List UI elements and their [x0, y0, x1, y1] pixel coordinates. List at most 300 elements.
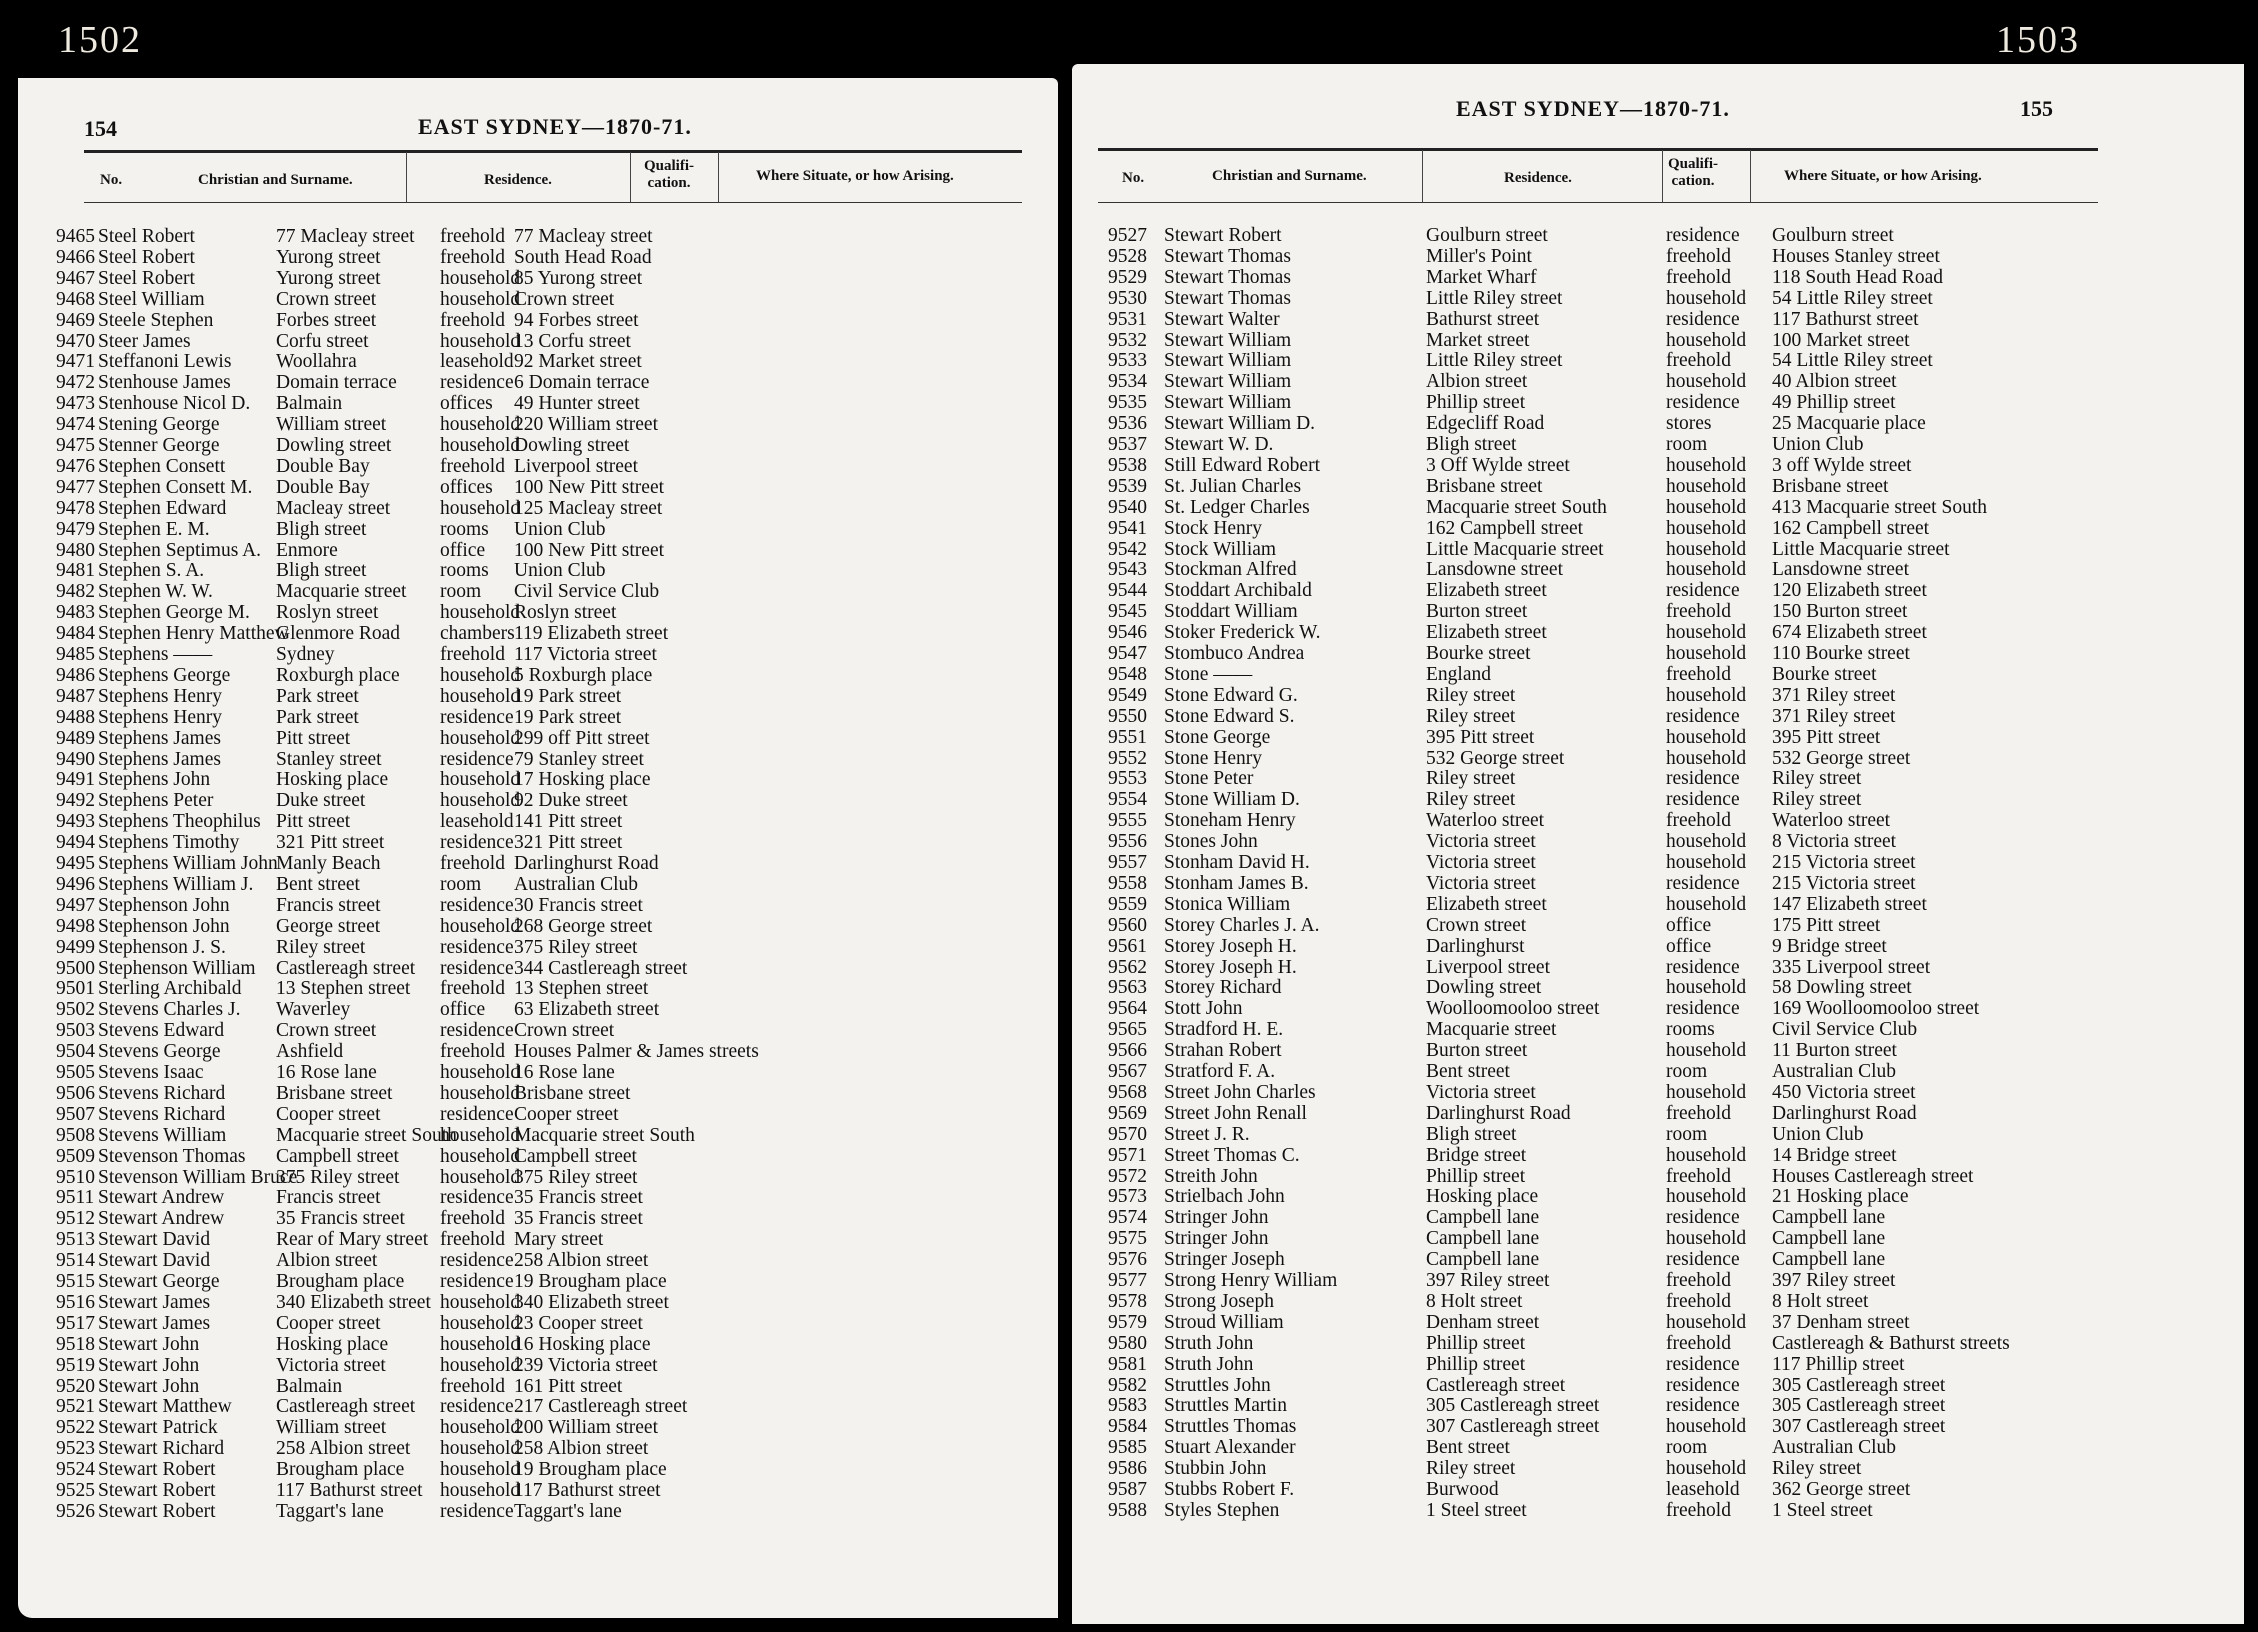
where-situate: 16 Rose lane	[514, 1062, 615, 1083]
qualification: residence	[440, 957, 514, 979]
residence: Taggart's lane	[276, 1500, 384, 1522]
qualification: freehold	[440, 644, 505, 665]
where-situate: 92 Market street	[514, 351, 642, 373]
header-residence: Residence.	[1504, 170, 1572, 186]
qualification: freehold	[1666, 266, 1731, 288]
entry-number: 9579	[1108, 1311, 1147, 1333]
column-divider	[1422, 150, 1423, 202]
residence: Park street	[276, 706, 359, 728]
qualification: residence	[1666, 789, 1740, 811]
qualification: residence	[1666, 705, 1740, 727]
residence: Macquarie street South	[276, 1124, 457, 1146]
qualification: freehold	[1666, 1290, 1731, 1312]
residence: Riley street	[1426, 684, 1516, 706]
where-situate: 94 Forbes street	[514, 309, 639, 331]
qualification: room	[1666, 434, 1708, 455]
where-situate: Cooper street	[514, 1103, 619, 1125]
where-situate: 8 Holt street	[1772, 1290, 1869, 1312]
entry-number: 9557	[1108, 852, 1147, 873]
column-divider	[406, 152, 407, 202]
where-situate: 11 Burton street	[1772, 1040, 1897, 1062]
qualification: household	[1666, 852, 1747, 873]
entry-number: 9475	[56, 435, 95, 456]
voter-name: Strahan Robert	[1164, 1040, 1282, 1062]
voter-name: Stewart W. D.	[1164, 434, 1274, 455]
voter-name: Stuart Alexander	[1164, 1437, 1296, 1459]
entry-number: 9555	[1108, 810, 1147, 832]
entry-number: 9485	[56, 644, 95, 665]
voter-name: Stevenson Thomas	[98, 1145, 246, 1167]
voter-name: Steel Robert	[98, 267, 195, 289]
residence: 340 Elizabeth street	[276, 1291, 431, 1313]
voter-name: Stephens ——	[98, 644, 213, 665]
voter-name: Stoddart William	[1164, 601, 1298, 623]
residence: Dowling street	[276, 435, 392, 456]
where-situate: 23 Cooper street	[514, 1312, 643, 1334]
where-situate: Campbell lane	[1772, 1249, 1886, 1271]
entry-number: 9472	[56, 372, 95, 394]
entry-number: 9529	[1108, 266, 1147, 288]
voter-name: Stott John	[1164, 998, 1243, 1020]
qualification: freehold	[440, 1375, 505, 1397]
residence: Corfu street	[276, 330, 369, 352]
entry-number: 9521	[56, 1396, 95, 1418]
residence: Castlereagh street	[1426, 1374, 1566, 1396]
where-situate: 147 Elizabeth street	[1772, 893, 1927, 915]
voter-name: Street John Charles	[1164, 1081, 1316, 1103]
residence: Bligh street	[276, 518, 367, 540]
where-situate: Union Club	[1772, 1123, 1864, 1145]
where-situate: 100 New Pitt street	[514, 539, 665, 561]
residence: Campbell street	[276, 1145, 399, 1167]
qualification: household	[440, 330, 521, 352]
running-head: EAST SYDNEY—1870-71.	[418, 114, 692, 139]
entry-number: 9544	[1108, 580, 1147, 602]
qualification: household	[440, 435, 521, 456]
residence: Castlereagh street	[276, 1396, 416, 1418]
where-situate: Waterloo street	[1772, 810, 1891, 832]
qualification: freehold	[1666, 601, 1731, 623]
voter-name: Stone Henry	[1164, 747, 1263, 769]
where-situate: Darlinghurst Road	[1772, 1102, 1917, 1124]
where-situate: Dowling street	[514, 435, 630, 456]
entry-number: 9553	[1108, 768, 1147, 790]
entry-number: 9540	[1108, 496, 1147, 518]
qualification: household	[1666, 622, 1747, 644]
where-situate: 25 Macquarie place	[1772, 413, 1926, 435]
entry-number: 9491	[56, 769, 95, 791]
where-situate: 450 Victoria street	[1772, 1081, 1916, 1103]
where-situate: 40 Albion street	[1772, 371, 1897, 393]
residence: Riley street	[1426, 768, 1516, 790]
voter-name: Stephenson William	[98, 957, 256, 979]
voter-name: Stening George	[98, 414, 220, 436]
voter-name: Stewart James	[98, 1291, 211, 1313]
qualification: household	[440, 267, 521, 289]
qualification: household	[440, 497, 521, 519]
qualification: residence	[1666, 1249, 1740, 1271]
qualification: household	[1666, 1311, 1747, 1333]
residence: Victoria street	[1426, 852, 1536, 873]
qualification: household	[440, 915, 521, 937]
residence: Castlereagh street	[276, 957, 416, 979]
residence: Cooper street	[276, 1103, 381, 1125]
voter-name: Strong Joseph	[1164, 1290, 1274, 1312]
voter-name: Stephen Consett	[98, 455, 226, 477]
voter-name: Stockman Alfred	[1164, 559, 1297, 581]
where-situate: Civil Service Club	[1772, 1019, 1918, 1041]
voter-name: Steer James	[98, 330, 191, 352]
voter-name: Stewart Robert	[98, 1500, 216, 1522]
voter-name: Stewart Patrick	[98, 1417, 218, 1439]
entry-number: 9548	[1108, 663, 1147, 685]
voter-name: Stone Edward S.	[1164, 705, 1295, 727]
voter-name: Stock Henry	[1164, 517, 1263, 539]
where-situate: 150 Burton street	[1772, 601, 1908, 623]
voter-name: Stevens William	[98, 1124, 227, 1146]
edge-page-number-right: 1503	[1996, 19, 2080, 61]
qualification: residence	[440, 936, 514, 958]
qualification: household	[440, 1438, 521, 1460]
voter-name: Street John Renall	[1164, 1102, 1307, 1124]
qualification: household	[440, 1291, 521, 1313]
voter-name: Stewart John	[98, 1354, 200, 1376]
entry-number: 9476	[56, 455, 95, 477]
header-no: No.	[100, 172, 123, 188]
residence: Phillip street	[1426, 1165, 1526, 1187]
entry-number: 9571	[1108, 1144, 1147, 1166]
residence: Burwood	[1426, 1479, 1499, 1500]
voter-name: Stevens Isaac	[98, 1062, 204, 1083]
residence: Burton street	[1426, 1040, 1528, 1062]
where-situate: 54 Little Riley street	[1772, 287, 1933, 309]
qualification: freehold	[1666, 350, 1731, 372]
where-situate: 19 Brougham place	[514, 1271, 667, 1292]
where-situate: 674 Elizabeth street	[1772, 622, 1927, 644]
residence: Yurong street	[276, 267, 381, 289]
qualification: residence	[1666, 872, 1740, 894]
header-residence: Residence.	[484, 172, 552, 188]
voter-name: Stenner George	[98, 435, 220, 456]
voter-name: Stewart Robert	[98, 1459, 216, 1481]
residence: Hosking place	[1426, 1186, 1539, 1208]
residence: Victoria street	[1426, 831, 1536, 853]
qualification: room	[1666, 1437, 1708, 1459]
voter-name: Stephens Henry	[98, 685, 223, 707]
entry-number: 9515	[56, 1271, 95, 1292]
qualification: household	[1666, 1040, 1747, 1062]
qualification: residence	[440, 1250, 514, 1272]
where-situate: 371 Riley street	[1772, 684, 1896, 706]
qualification: leasehold	[440, 811, 514, 833]
entry-number: 9547	[1108, 643, 1147, 664]
residence: Domain terrace	[276, 372, 397, 394]
residence: 3 Off Wylde street	[1426, 454, 1570, 476]
voter-name: Stephens Peter	[98, 790, 214, 812]
where-situate: 63 Elizabeth street	[514, 999, 660, 1021]
voter-name: Stephen Consett M.	[98, 476, 253, 498]
voter-name: Stephen Henry Matthew	[98, 623, 289, 645]
where-situate: South Head Road	[514, 246, 652, 268]
qualification: freehold	[1666, 1499, 1731, 1521]
residence: Park street	[276, 685, 359, 707]
entry-number: 9542	[1108, 538, 1147, 560]
residence: Elizabeth street	[1426, 622, 1547, 644]
entry-number: 9499	[56, 936, 95, 958]
where-situate: 14 Bridge street	[1772, 1144, 1897, 1166]
qualification: household	[1666, 726, 1747, 748]
qualification: residence	[1666, 225, 1740, 246]
where-situate: 362 George street	[1772, 1479, 1911, 1500]
residence: Goulburn street	[1426, 225, 1548, 246]
residence: Campbell lane	[1426, 1249, 1540, 1271]
residence: Bent street	[1426, 1061, 1510, 1082]
qualification: residence	[1666, 956, 1740, 978]
entry-number: 9477	[56, 476, 95, 498]
entry-number: 9563	[1108, 977, 1147, 999]
qualification: freehold	[440, 309, 505, 331]
voter-name: Stonham James B.	[1164, 872, 1309, 894]
residence: George street	[276, 915, 381, 937]
entry-number: 9473	[56, 393, 95, 415]
qualification: room	[440, 581, 482, 603]
qualification: household	[440, 685, 521, 707]
qualification: household	[440, 1417, 521, 1439]
where-situate: 335 Liverpool street	[1772, 956, 1931, 978]
entry-number: 9492	[56, 790, 95, 812]
where-situate: 110 Bourke street	[1772, 643, 1910, 664]
voter-name: Stubbs Robert F.	[1164, 1479, 1295, 1500]
qualification: household	[440, 790, 521, 812]
entry-number: 9577	[1108, 1270, 1147, 1291]
voter-name: Struth John	[1164, 1353, 1254, 1375]
where-situate: Australian Club	[1772, 1437, 1897, 1459]
residence: England	[1426, 663, 1491, 685]
qualification: household	[1666, 538, 1747, 560]
residence: 162 Campbell street	[1426, 517, 1584, 539]
entry-number: 9546	[1108, 622, 1147, 644]
residence: 397 Riley street	[1426, 1270, 1550, 1291]
where-situate: Crown street	[514, 1020, 615, 1042]
voter-name: Stephenson John	[98, 894, 230, 916]
entry-number: 9511	[56, 1187, 95, 1209]
residence: Lansdowne street	[1426, 559, 1563, 581]
residence: Double Bay	[276, 455, 370, 477]
residence: Bent street	[276, 873, 360, 895]
where-situate: Riley street	[1772, 1458, 1862, 1480]
entry-number: 9583	[1108, 1395, 1147, 1417]
entry-number: 9512	[56, 1208, 95, 1230]
residence: Bligh street	[1426, 434, 1517, 455]
qualification: household	[440, 1354, 521, 1376]
entry-number: 9479	[56, 518, 95, 540]
entry-number: 9570	[1108, 1123, 1147, 1145]
voter-name: Struttles Martin	[1164, 1395, 1287, 1417]
residence: Darlinghurst	[1426, 935, 1525, 957]
where-situate: 117 Victoria street	[514, 644, 657, 665]
residence: Victoria street	[1426, 1081, 1536, 1103]
entry-number: 9545	[1108, 601, 1147, 623]
residence: Brougham place	[276, 1271, 405, 1292]
entry-number: 9581	[1108, 1353, 1147, 1375]
header-name: Christian and Surname.	[198, 172, 353, 188]
where-situate: 215 Victoria street	[1772, 872, 1916, 894]
entry-number: 9509	[56, 1145, 95, 1167]
voter-name: Storey Richard	[1164, 977, 1282, 999]
entry-number: 9537	[1108, 434, 1147, 455]
qualification: household	[440, 727, 521, 749]
where-situate: Riley street	[1772, 789, 1862, 811]
entry-number: 9549	[1108, 684, 1147, 706]
entry-number: 9575	[1108, 1228, 1147, 1250]
entry-number: 9567	[1108, 1061, 1147, 1082]
voter-name: Stringer John	[1164, 1228, 1269, 1250]
entry-number: 9497	[56, 894, 95, 916]
entry-number: 9532	[1108, 329, 1147, 351]
where-situate: Houses Castlereagh street	[1772, 1165, 1974, 1187]
where-situate: 118 South Head Road	[1772, 266, 1943, 288]
voter-name: Stewart Andrew	[98, 1187, 225, 1209]
voter-name: Still Edward Robert	[1164, 454, 1320, 476]
qualification: leasehold	[440, 351, 514, 373]
residence: Macquarie street	[276, 581, 407, 603]
qualification: household	[1666, 475, 1747, 497]
qualification: residence	[440, 894, 514, 916]
voter-name: Struttles Thomas	[1164, 1416, 1297, 1438]
qualification: freehold	[440, 1229, 505, 1251]
qualification: residence	[1666, 1207, 1740, 1229]
entry-number: 9536	[1108, 413, 1147, 435]
entry-number: 9568	[1108, 1081, 1147, 1103]
where-situate: Civil Service Club	[514, 581, 660, 603]
qualification: household	[1666, 1458, 1747, 1480]
entry-number: 9522	[56, 1417, 95, 1439]
residence: Riley street	[1426, 1458, 1516, 1480]
where-situate: 19 Brougham place	[514, 1459, 667, 1481]
voter-name: Storey Charles J. A.	[1164, 914, 1320, 936]
entry-number: 9505	[56, 1062, 95, 1083]
residence: Bourke street	[1426, 643, 1531, 664]
qualification: residence	[440, 706, 514, 728]
page-number: 155	[2020, 96, 2053, 121]
residence: Rear of Mary street	[276, 1229, 429, 1251]
residence: Edgecliff Road	[1426, 413, 1545, 435]
entry-number: 9487	[56, 685, 95, 707]
residence: Phillip street	[1426, 1353, 1526, 1375]
residence: Macleay street	[276, 497, 391, 519]
residence: Pitt street	[276, 811, 351, 833]
where-situate: Australian Club	[514, 873, 639, 895]
voter-name: Stephen Septimus A.	[98, 539, 262, 561]
where-situate: Crown street	[514, 288, 615, 310]
residence: Victoria street	[276, 1354, 386, 1376]
entry-number: 9500	[56, 957, 95, 979]
qualification: freehold	[440, 246, 505, 268]
where-situate: Union Club	[1772, 434, 1864, 455]
residence: Denham street	[1426, 1311, 1540, 1333]
entry-number: 9586	[1108, 1458, 1147, 1480]
residence: Glenmore Road	[276, 623, 401, 645]
residence: Francis street	[276, 894, 381, 916]
entry-number: 9534	[1108, 371, 1147, 393]
qualification: room	[1666, 1061, 1708, 1082]
qualification: household	[440, 414, 521, 436]
entry-number: 9564	[1108, 998, 1147, 1020]
voter-name: Stewart William	[1164, 329, 1292, 351]
qualification: rooms	[440, 560, 489, 582]
residence: 305 Castlereagh street	[1426, 1395, 1600, 1417]
where-situate: Darlinghurst Road	[514, 853, 659, 874]
voter-name: Styles Stephen	[1164, 1499, 1280, 1521]
entry-number: 9486	[56, 664, 95, 686]
where-situate: 117 Bathurst street	[1772, 308, 1919, 330]
where-situate: 141 Pitt street	[514, 811, 623, 833]
residence: Albion street	[276, 1250, 378, 1272]
residence: 258 Albion street	[276, 1438, 411, 1460]
qualification: freehold	[440, 978, 505, 1000]
entry-number: 9525	[56, 1480, 95, 1501]
where-situate: 395 Pitt street	[1772, 726, 1881, 748]
header-where: Where Situate, or how Arising.	[1784, 168, 1982, 184]
where-situate: Mary street	[514, 1229, 604, 1251]
voter-name: Stewart William D.	[1164, 413, 1316, 435]
residence: Manly Beach	[276, 853, 381, 874]
residence: Forbes street	[276, 309, 377, 331]
where-situate: 175 Pitt street	[1772, 914, 1881, 936]
voter-name: Stewart Thomas	[1164, 266, 1291, 288]
residence: Ashfield	[276, 1041, 344, 1063]
where-situate: 58 Dowling street	[1772, 977, 1912, 999]
qualification: offices	[440, 393, 493, 415]
entry-number: 9474	[56, 414, 95, 436]
voter-name: Streith John	[1164, 1165, 1258, 1187]
qualification: freehold	[1666, 663, 1731, 685]
where-situate: 49 Hunter street	[514, 393, 640, 415]
where-situate: 344 Castlereagh street	[514, 957, 688, 979]
qualification: office	[1666, 914, 1712, 936]
qualification: household	[1666, 1081, 1747, 1103]
voter-name: Stewart George	[98, 1271, 220, 1292]
residence: Woollahra	[276, 351, 357, 373]
where-situate: Brisbane street	[514, 1082, 631, 1104]
edge-page-number-left: 1502	[58, 19, 142, 61]
residence: Sydney	[276, 644, 335, 665]
residence: Yurong street	[276, 246, 381, 268]
entry-number: 9528	[1108, 245, 1147, 267]
entry-number: 9585	[1108, 1437, 1147, 1459]
voter-name: Stevens Edward	[98, 1020, 225, 1042]
residence: Pitt street	[276, 727, 351, 749]
voter-name: Stewart Richard	[98, 1438, 225, 1460]
entry-number: 9526	[56, 1500, 95, 1522]
where-situate: 268 George street	[514, 915, 653, 937]
entry-number: 9556	[1108, 831, 1147, 853]
qualification: residence	[1666, 392, 1740, 414]
qualification: household	[1666, 1186, 1747, 1208]
voter-name: Steel Robert	[98, 246, 195, 268]
entry-number: 9513	[56, 1229, 95, 1251]
entry-number: 9551	[1108, 726, 1147, 748]
where-situate: Houses Palmer & James streets	[514, 1041, 759, 1063]
residence: Stanley street	[276, 748, 382, 770]
where-situate: 8 Victoria street	[1772, 831, 1897, 853]
where-situate: 35 Francis street	[514, 1208, 643, 1230]
entry-number: 9508	[56, 1124, 95, 1146]
residence: Macquarie street South	[1426, 496, 1607, 518]
where-situate: 217 Castlereagh street	[514, 1396, 688, 1418]
voter-name: Stonica William	[1164, 893, 1291, 915]
where-situate: Liverpool street	[514, 455, 638, 477]
